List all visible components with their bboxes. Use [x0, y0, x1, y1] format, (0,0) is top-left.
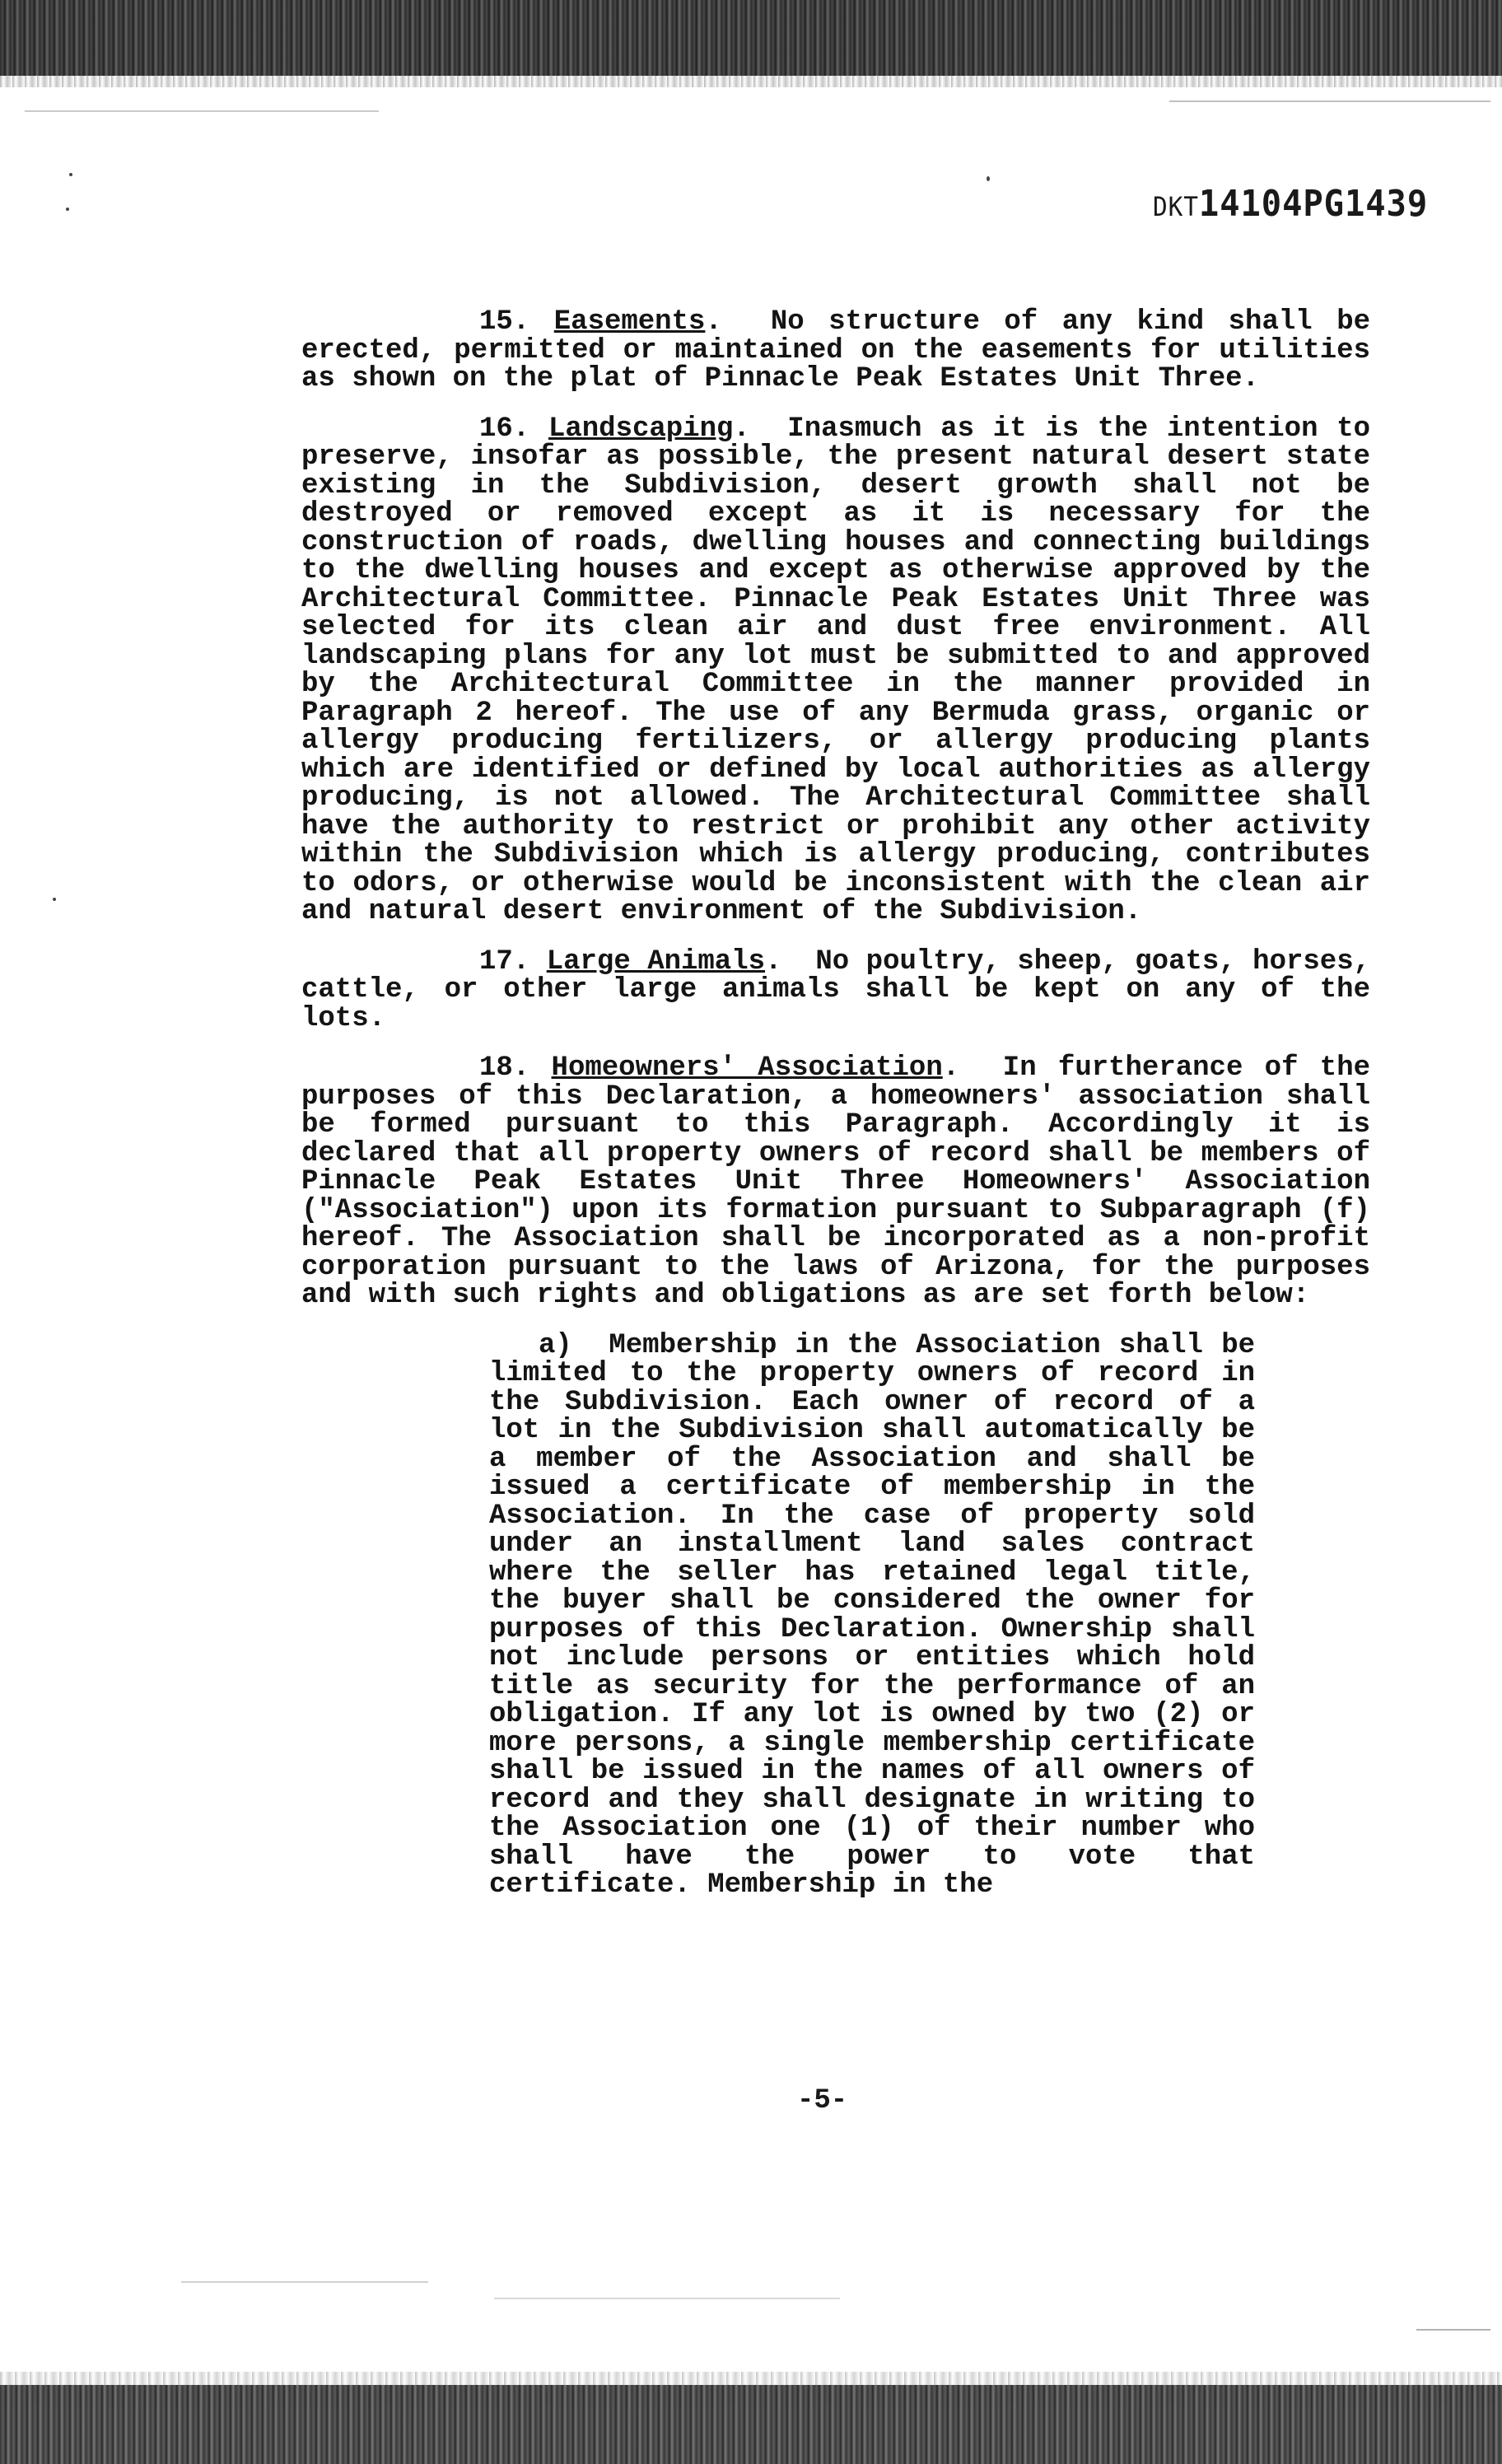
scan-noise-mark [1416, 2329, 1490, 2331]
scan-speck [66, 208, 69, 211]
paragraph-landscaping: 16. Landscaping. Inasmuch as it is the intention to preserve, insofar as possible, the present natural desert state existing in the Subdivision, desert growth shall not be destroyed or removed except as it is necessary for the construction of roads, dwelling houses and connecting buildings to the dwelling houses and except as otherwise approved by the Architectural Committee. Pinnacle Peak Estates Unit Three was selected for its clean air and dust free environment. All landscaping plans for any lot must be submitted to and approved by the Architectural Committee in the manner provided in Paragraph 2 hereof. The use of any Bermuda grass, organic or allergy producing fertilizers, or allergy producing plants which are identified or defined by local authorities as allergy producing, is not allowed. The Architectural Committee shall have the authority to restrict or prohibit any other activity within the Subdivision which is allergy producing, contributes to odors, or otherwise would be inconsistent with the clean air and natural desert environment of the Subdivision. [301, 413, 1371, 927]
paragraph-large-animals: 17. Large Animals. No poultry, sheep, goats, horses, cattle, or other large animals shall be kept on any of the lots. [301, 945, 1370, 1034]
paragraph-heading: Large Animals [546, 945, 766, 978]
scan-noise-mark [494, 2298, 840, 2299]
paragraph-number: 16. [479, 413, 530, 445]
paragraph-heading: Homeowners' Association [551, 1052, 943, 1084]
scan-noise-mark [25, 110, 379, 112]
paragraph-easements: 15. Easements. No structure of any kind shall be erected, permitted or maintained on the easements for utilities as shown on the plat of Pinnacle Peak Estates Unit Three. [301, 306, 1371, 394]
paragraph-text: Inasmuch as it is the intention to preserve, insofar as possible, the present natural desert state existing in the Subdivision, desert growth shall not be destroyed or removed except as it is necessary for the construction of roads, dwelling houses and connecting buildings to the dwelling houses and except as otherwise approved by the Architectural Committee. Pinnacle Peak Estates Unit Three was selected for its clean air and dust free environment. All landscaping plans for any lot must be submitted to and approved by the Architectural Committee in the manner provided in Paragraph 2 hereof. The use of any Bermuda grass, organic or allergy producing fertilizers, or allergy producing plants which are identified or defined by local authorities as allergy producing, is not allowed. The Architectural Committee shall have the authority to restrict or prohibit any other activity within the Subdivision which is allergy producing, contributes to odors, or otherwise would be inconsistent with the clean air and natural desert environment of the Subdivision. [301, 413, 1371, 927]
paragraph-homeowners-association: 18. Homeowners' Association. In furtherance of the purposes of this Declaration, a homeowners' association shall be formed pursuant to this Paragraph. Accordingly it is declared that all property owners of record shall be members of Pinnacle Peak Estates Unit Three Homeowners' Association ("Association") upon its formation pursuant to Subparagraph (f) hereof. The Association shall be incorporated as a non-profit corporation pursuant to the laws of Arizona, for the purposes and with such rights and obligations as are set forth below: [301, 1052, 1371, 1311]
scan-speck [53, 898, 56, 901]
subparagraph-text: Membership in the Association shall be limited to the property owners of record in the Subdivision. Each owner of record of a lot in the Subdivision shall automatically be a member of the Association and shall be issued a certificate of membership in the Association. In the case of property sold under an installment land sales contract where the seller has retained legal title, the buyer shall be considered the owner for purposes of this Declaration. Ownership shall not include persons or entities which hold title as security for the performance of an obligation. If any lot is owned by two (2) or more persons, a single membership certificate shall be issued in the names of all owners of record and they shall designate in writing to the Association one (1) of their number who shall have the power to vote that certificate. Membership in the [489, 1329, 1256, 1901]
paragraph-text: In furtherance of the purposes of this Declaration, a homeowners' association shall be formed pursuant to this Paragraph. Accordingly it is declared that all property owners of record shall be members of Pinnacle Peak Estates Unit Three Homeowners' Association ("Association") upon its formation pursuant to Subparagraph (f) hereof. The Association shall be incorporated as a non-profit corporation pursuant to the laws of Arizona, for the purposes and with such rights and obligations as are set forth below: [301, 1052, 1371, 1311]
docket-number: 14104PG1439 [1198, 183, 1429, 225]
paragraph-text: No structure of any kind shall be erected, permitted or maintained on the easements for utilities as shown on the plat of Pinnacle Peak Estates Unit Three. [301, 306, 1371, 394]
scan-speck [69, 173, 72, 176]
scan-border-top [0, 0, 1502, 76]
scan-border-bottom [0, 2385, 1502, 2464]
paragraph-number: 18. [479, 1052, 530, 1084]
paragraph-heading: Landscaping [548, 413, 734, 445]
subparagraph-label: a) [539, 1329, 572, 1361]
declaration-body [301, 308, 1370, 1900]
paragraph-number: 15. [479, 306, 530, 338]
subparagraph-membership [489, 1329, 1256, 1901]
paragraph-heading: Easements [553, 306, 706, 338]
scan-noise-mark [181, 2281, 428, 2283]
page-number: -5- [797, 2085, 848, 2116]
paragraph-text: No poultry, sheep, goats, horses, cattle, or other large animals shall be kept on any of the lots. [301, 945, 1370, 1034]
docket-prefix: DKT [1153, 191, 1199, 222]
scan-noise-mark [1169, 100, 1490, 102]
paragraph-number: 17. [479, 945, 530, 978]
scan-speck [987, 176, 990, 181]
docket-page-stamp [1153, 183, 1428, 225]
